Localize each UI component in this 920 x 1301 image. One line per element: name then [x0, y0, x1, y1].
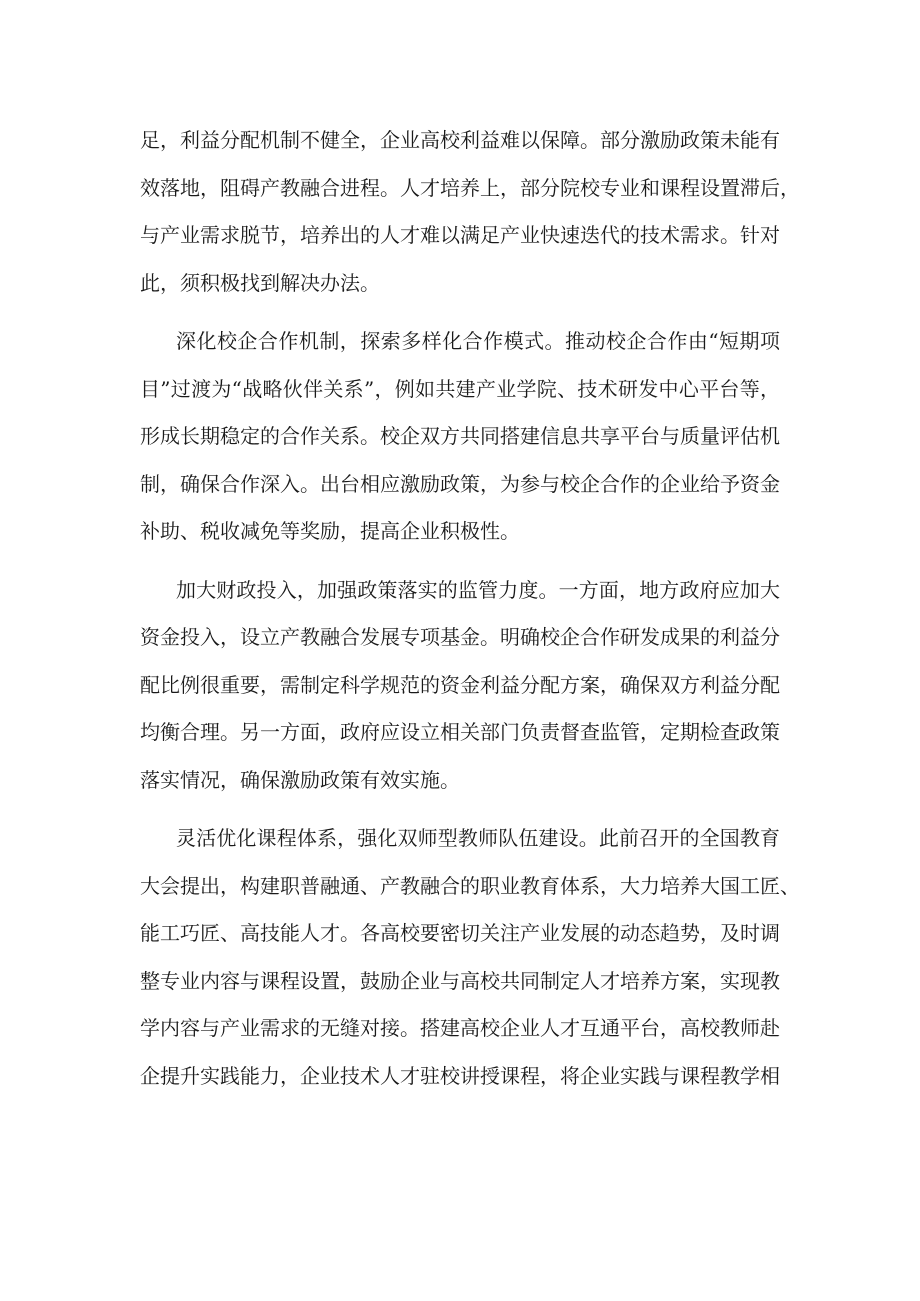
text-line: 形成长期稳定的合作关系。校企双方共同搭建信息共享平台与质量评估机	[140, 424, 780, 448]
text-line: 效落地，阻碍产教融合进程。人才培养上，部分院校专业和课程设置滞后，	[140, 175, 800, 200]
text-line: 加大财政投入，加强政策落实的监管力度。一方面，地方政府应加大	[176, 577, 780, 602]
paragraph-2	[140, 321, 780, 559]
text-line: 目”过渡为“战略伙伴关系”，例如共建产业学院、技术研发中心平台等，	[140, 376, 780, 401]
text-line: 整专业内容与课程设置，鼓励企业与高校共同制定人才培养方案，实现教	[140, 968, 780, 993]
text-line: 学内容与产业需求的无缝对接。搭建高校企业人才互通平台，高校教师赴	[140, 1016, 780, 1040]
text-line: 企提升实践能力，企业技术人才驻校讲授课程，将企业实践与课程教学相	[140, 1063, 780, 1088]
text-line: 深化校企合作机制，探索多样化合作模式。推动校企合作由“短期项	[176, 329, 780, 353]
text-line: 大会提出，构建职普融通、产教融合的职业教育体系，大力培养大国工匠、	[140, 873, 800, 898]
text-line: 能工巧匠、高技能人才。各高校要密切关注产业发展的动态趋势，及时调	[140, 921, 780, 945]
document-body	[140, 120, 800, 1103]
paragraph-gap	[140, 807, 780, 818]
paragraph-gap	[140, 310, 780, 321]
text-line: 配比例很重要，需制定科学规范的资金利益分配方案，确保双方利益分配	[140, 672, 780, 697]
text-line: 与产业需求脱节，培养出的人才难以满足产业快速迭代的技术需求。针对	[140, 223, 780, 247]
paragraph-4	[140, 818, 800, 1103]
text-line: 足，利益分配机制不健全，企业高校利益难以保障。部分激励政策未能有	[140, 128, 780, 152]
text-line: 补助、税收减免等奖励，提高企业积极性。	[140, 519, 520, 543]
text-line: 此，须积极找到解决办法。	[140, 270, 380, 295]
text-line: 灵活优化课程体系，强化双师型教师队伍建设。此前召开的全国教育	[176, 826, 780, 850]
paragraph-gap	[140, 559, 780, 570]
text-line: 落实情况，确保激励政策有效实施。	[140, 767, 460, 792]
text-line: 资金投入，设立产教融合发展专项基金。明确校企合作研发成果的利益分	[140, 625, 780, 649]
text-line: 均衡合理。另一方面，政府应设立相关部门负责督查监管，定期检查政策	[140, 720, 780, 744]
paragraph-1	[140, 120, 800, 310]
paragraph-3	[140, 570, 780, 808]
text-line: 制，确保合作深入。出台相应激励政策，为参与校企合作的企业给予资金	[140, 471, 780, 496]
